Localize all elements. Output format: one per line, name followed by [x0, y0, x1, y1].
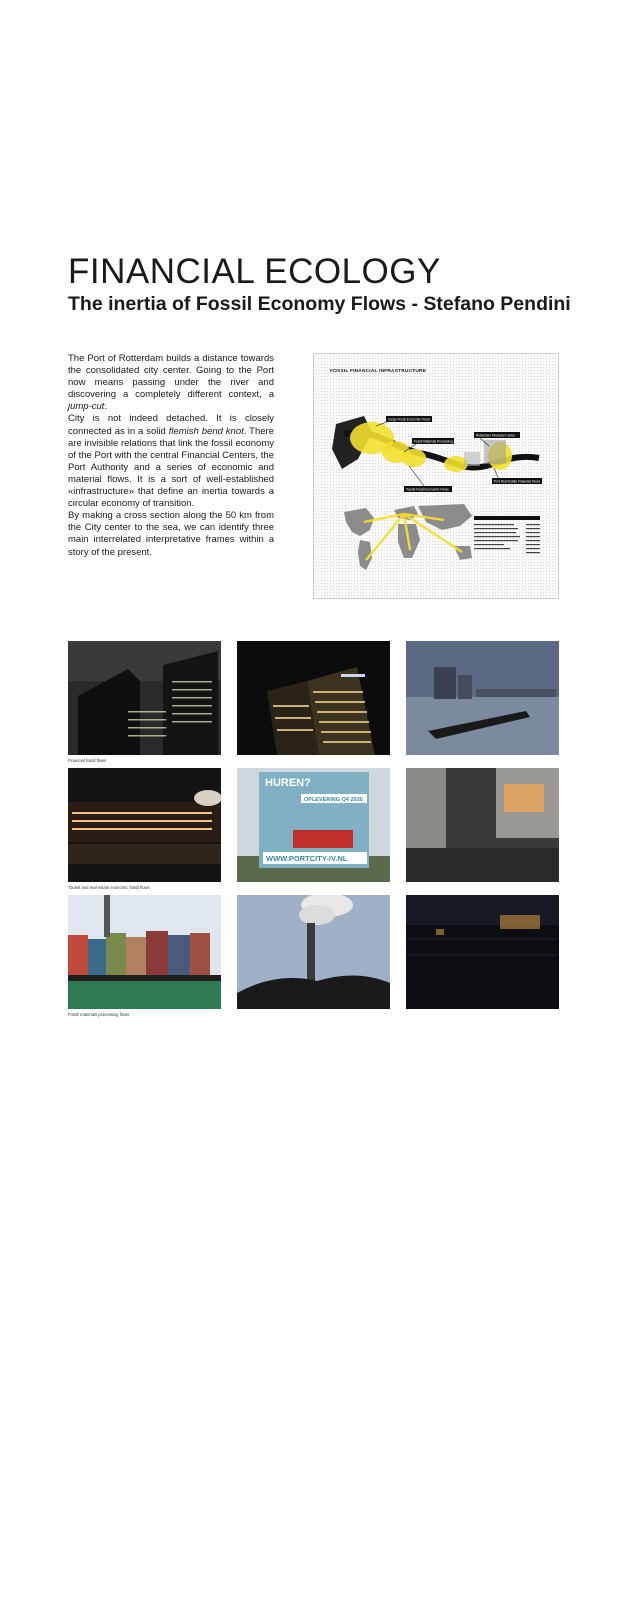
- diagram-district: [484, 440, 506, 464]
- photo-billboard: [237, 768, 390, 882]
- paragraph-3: By making a cross section along the 50 km from the City center to the sea, we can identify three main interrelated interpretative frames within a story of the present.: [68, 510, 274, 558]
- billboard-headline: HUREN?: [265, 777, 311, 789]
- fossil-financial-infrastructure-diagram: [313, 353, 559, 599]
- photo-chimney-smoke: [237, 895, 390, 1009]
- paragraph-1: [68, 353, 274, 413]
- diagram-data-table: [474, 516, 540, 553]
- photo-modern-building: [406, 768, 559, 882]
- page-title: FINANCIAL ECOLOGY: [68, 252, 441, 291]
- photo-container-ship: [68, 895, 221, 1009]
- paragraph-1-text: The Port of Rotterdam builds a distance towards the consolidated city center. Going to the Port now means passing under the river and discovering a completely different context, a: [68, 353, 274, 401]
- paragraph-2-emphasis: flemish bend knot: [168, 425, 244, 437]
- label-financial: Rotterdam Financial Center: [476, 433, 515, 438]
- diagram-title: FOSSIL FINANCIAL INFRASTRUCTURE: [330, 369, 427, 374]
- diagram-artwork: [314, 354, 559, 599]
- diagram-district: [464, 452, 480, 466]
- intro-text: [68, 353, 274, 559]
- diagram-blob: [402, 449, 426, 467]
- billboard-delivery: OPLEVERING Q4 2020: [304, 797, 363, 803]
- photo-lit-skyscraper: [237, 641, 390, 755]
- caption-tourist-flows: Tourist and real estate economic fossil flows: [68, 885, 150, 890]
- label-real-estate: Port Real Estate Financial Flows: [494, 479, 541, 484]
- paragraph-1-emphasis: jump-cut: [68, 401, 105, 413]
- paragraph-2-text: City is not indeed detached. It is closely connected as in a solid: [68, 413, 274, 437]
- page-subtitle: The inertia of Fossil Economy Flows - Stefano Pendini: [68, 293, 571, 315]
- caption-financial-flows: Financial fossil flows: [68, 758, 107, 763]
- photo-dark-facade: [406, 895, 559, 1009]
- label-materials: Fossil Materials Processing: [414, 439, 453, 444]
- caption-materials-flows: Fossil materials processing flows: [68, 1012, 130, 1017]
- photo-office-towers-night: [68, 641, 221, 755]
- paragraph-2: [68, 413, 274, 510]
- paragraph-2-end: . There are invisible relations that link the fossil economy of the Port with the central Financial Centers, the Port Authority and a series of economic and material flows. It is a sort of well-established «infrastructure» that define an inertia towards a circular economy of transition.: [68, 425, 274, 510]
- photo-barge-river: [406, 641, 559, 755]
- label-cargo: Cargo Fossil Economic Flows: [388, 417, 430, 422]
- photo-cruise-ship-night: [68, 768, 221, 882]
- billboard-url: WWW.PORTCITY-IV.NL: [266, 854, 348, 863]
- paragraph-1-end: .: [104, 401, 108, 413]
- label-tourist: Tourist Fossil Economic Flows: [406, 487, 449, 492]
